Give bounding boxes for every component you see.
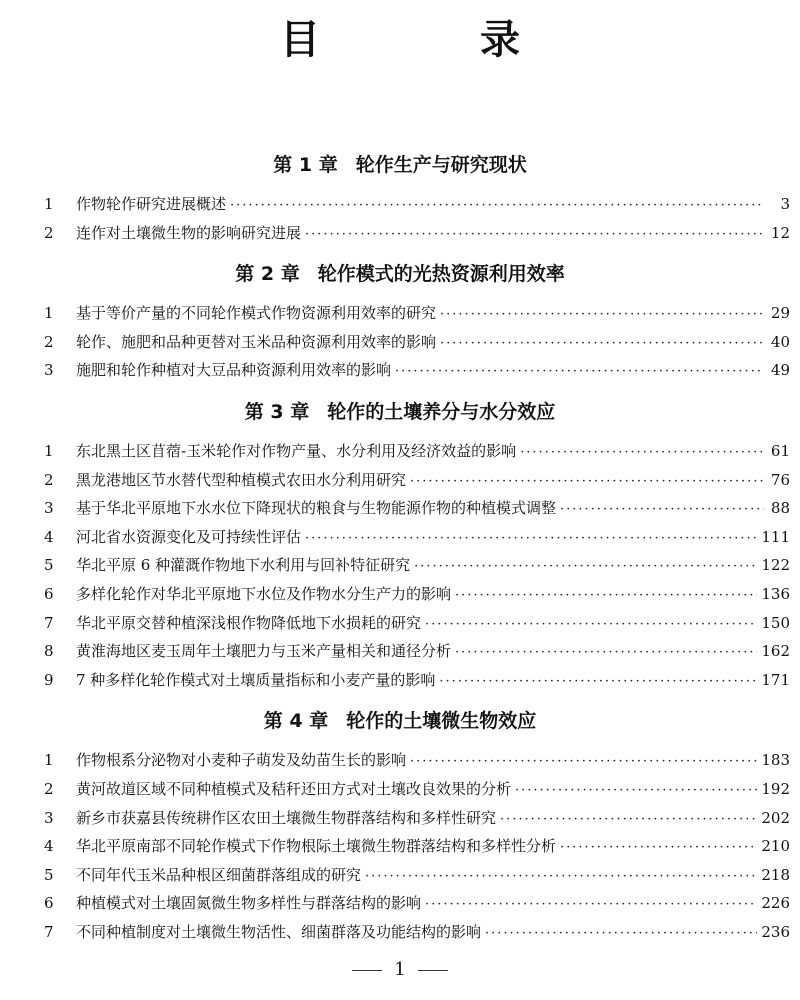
toc-entry[interactable]	[0, 437, 800, 466]
dot-leader	[410, 748, 757, 777]
toc-entry[interactable]	[0, 832, 800, 861]
toc-entry[interactable]	[0, 746, 800, 775]
footer-dash-left	[352, 970, 382, 971]
entry-title: 华北平原南部不同轮作模式下作物根际土壤微生物群落结构和多样性分析	[76, 837, 557, 856]
toc-entry[interactable]	[0, 299, 800, 328]
entry-title: 新乡市获嘉县传统耕作区农田土壤微生物群落结构和多样性研究	[76, 808, 497, 827]
toc-entry[interactable]	[0, 775, 800, 804]
toc-entry[interactable]	[0, 861, 800, 890]
dot-leader	[560, 496, 764, 525]
dot-leader	[515, 777, 757, 806]
entry-page-number: 111	[761, 527, 790, 546]
dot-leader	[485, 920, 757, 949]
entry-index: 5	[44, 865, 54, 884]
entry-index: 6	[44, 894, 54, 913]
toc-entry[interactable]	[0, 609, 800, 638]
entry-page-number: 61	[770, 441, 790, 460]
entry-page-number: 192	[761, 779, 790, 798]
toc-entry[interactable]	[0, 356, 800, 385]
chapter-number: 第 3 章	[244, 400, 310, 423]
entry-page-number: 88	[770, 499, 790, 518]
chapter-heading	[0, 387, 800, 437]
entry-title: 种植模式对土壤固氮微生物多样性与群落结构的影响	[76, 894, 422, 913]
entry-title: 不同年代玉米品种根区细菌群落组成的研究	[76, 865, 362, 884]
entry-page-number: 226	[761, 894, 790, 913]
dot-leader	[305, 525, 757, 554]
entry-page-number: 49	[770, 361, 790, 380]
toc-entry[interactable]	[0, 219, 800, 248]
dot-leader	[395, 358, 764, 387]
entry-index: 3	[44, 361, 54, 380]
entry-page-number: 218	[761, 865, 790, 884]
entry-index: 9	[44, 670, 54, 689]
dot-leader	[305, 221, 764, 250]
dot-leader	[365, 863, 757, 892]
toc-entry[interactable]	[0, 580, 800, 609]
entry-index: 3	[44, 808, 54, 827]
chapter-heading	[0, 140, 800, 190]
chapter-title: 轮作模式的光热资源利用效率	[317, 263, 565, 286]
chapter-title: 轮作生产与研究现状	[355, 154, 527, 176]
entry-title: 7 种多样化轮作模式对土壤质量指标和小麦产量的影响	[76, 670, 436, 689]
entry-title: 不同种植制度对土壤微生物活性、细菌群落及功能结构的影响	[76, 922, 482, 941]
dot-leader	[414, 553, 757, 582]
footer-page-number: 1	[394, 959, 406, 980]
entry-title: 河北省水资源变化及可持续性评估	[76, 527, 302, 546]
dot-leader	[425, 611, 757, 640]
entry-index: 3	[44, 499, 54, 518]
dot-leader	[455, 582, 757, 611]
toc-entry[interactable]	[0, 637, 800, 666]
entry-title: 华北平原交替种植深浅根作物降低地下水损耗的研究	[76, 613, 422, 632]
chapter-number: 第 4 章	[263, 710, 329, 733]
entry-page-number: 236	[761, 922, 790, 941]
chapter-title: 轮作的土壤养分与水分效应	[327, 400, 556, 423]
entry-title: 作物轮作研究进展概述	[76, 195, 227, 213]
toc-entry[interactable]	[0, 523, 800, 552]
toc-entry[interactable]	[0, 328, 800, 357]
chapter-title: 轮作的土壤微生物效应	[346, 710, 537, 733]
entry-index: 8	[44, 642, 54, 661]
entry-index: 7	[44, 922, 54, 941]
entry-index: 2	[44, 779, 54, 798]
entry-page-number: 210	[761, 837, 790, 856]
entry-title: 作物根系分泌物对小麦种子萌发及幼苗生长的影响	[76, 751, 407, 770]
dot-leader	[410, 468, 764, 497]
chapter-heading	[0, 696, 800, 746]
entry-index: 1	[44, 441, 54, 460]
entry-title: 轮作、施肥和品种更替对玉米品种资源利用效率的影响	[76, 332, 437, 351]
entry-title: 连作对土壤微生物的影响研究进展	[76, 223, 302, 242]
table-of-contents	[0, 138, 800, 946]
entry-index: 1	[44, 195, 54, 213]
chapter-number: 第 1 章	[273, 154, 338, 176]
dot-leader	[439, 668, 757, 697]
toc-entry[interactable]	[0, 666, 800, 695]
entry-title: 基于华北平原地下水水位下降现状的粮食与生物能源作物的种植模式调整	[76, 499, 557, 518]
toc-entry[interactable]	[0, 551, 800, 580]
toc-entry[interactable]	[0, 918, 800, 947]
footer-dash-right	[418, 970, 448, 971]
dot-leader	[230, 192, 764, 221]
entry-page-number: 150	[761, 613, 790, 632]
entry-index: 1	[44, 304, 54, 323]
toc-entry[interactable]	[0, 466, 800, 495]
entry-index: 4	[44, 527, 54, 546]
dot-leader	[425, 891, 757, 920]
entry-page-number: 40	[770, 332, 790, 351]
entry-page-number: 76	[770, 470, 790, 489]
entry-index: 2	[44, 470, 54, 489]
entry-page-number: 202	[761, 808, 790, 827]
dot-leader	[440, 301, 764, 330]
entry-index: 2	[44, 332, 54, 351]
entry-index: 5	[44, 556, 54, 575]
entry-page-number: 136	[761, 584, 790, 603]
entry-page-number: 162	[761, 642, 790, 661]
entry-page-number: 12	[770, 223, 790, 242]
entry-page-number: 122	[761, 556, 790, 575]
entry-page-number: 171	[761, 670, 790, 689]
entry-title: 基于等价产量的不同轮作模式作物资源利用效率的研究	[76, 304, 437, 323]
entry-page-number: 3	[780, 195, 790, 213]
entry-index: 7	[44, 613, 54, 632]
entry-title: 黑龙港地区节水替代型种植模式农田水分利用研究	[76, 470, 407, 489]
entry-index: 6	[44, 584, 54, 603]
toc-entry[interactable]	[0, 494, 800, 523]
dot-leader	[455, 639, 757, 668]
chapter-number: 第 2 章	[235, 263, 300, 286]
toc-entry[interactable]	[0, 889, 800, 918]
chapter-heading	[0, 249, 800, 299]
entry-index: 1	[44, 751, 54, 770]
entry-index: 4	[44, 837, 54, 856]
dot-leader	[500, 806, 757, 835]
entry-title: 施肥和轮作种植对大豆品种资源利用效率的影响	[76, 361, 392, 380]
toc-entry[interactable]	[0, 190, 800, 219]
entry-page-number: 183	[761, 751, 790, 770]
dot-leader	[440, 330, 764, 359]
entry-title: 黄河故道区域不同种植模式及秸秆还田方式对土壤改良效果的分析	[76, 779, 512, 798]
entry-index: 2	[44, 223, 54, 242]
entry-title: 华北平原 6 种灌溉作物地下水利用与回补特征研究	[76, 556, 411, 575]
entry-title: 多样化轮作对华北平原地下水位及作物水分生产力的影响	[76, 584, 452, 603]
entry-title: 东北黑土区苜蓿-玉米轮作对作物产量、水分利用及经济效益的影响	[76, 441, 517, 460]
toc-entry[interactable]	[0, 804, 800, 833]
entry-page-number: 29	[770, 304, 790, 323]
entry-title: 黄淮海地区麦玉周年土壤肥力与玉米产量相关和通径分析	[76, 642, 452, 661]
dot-leader	[560, 834, 757, 863]
page-title: 目 录	[280, 17, 580, 63]
dot-leader	[520, 439, 764, 468]
page-footer	[0, 955, 800, 985]
